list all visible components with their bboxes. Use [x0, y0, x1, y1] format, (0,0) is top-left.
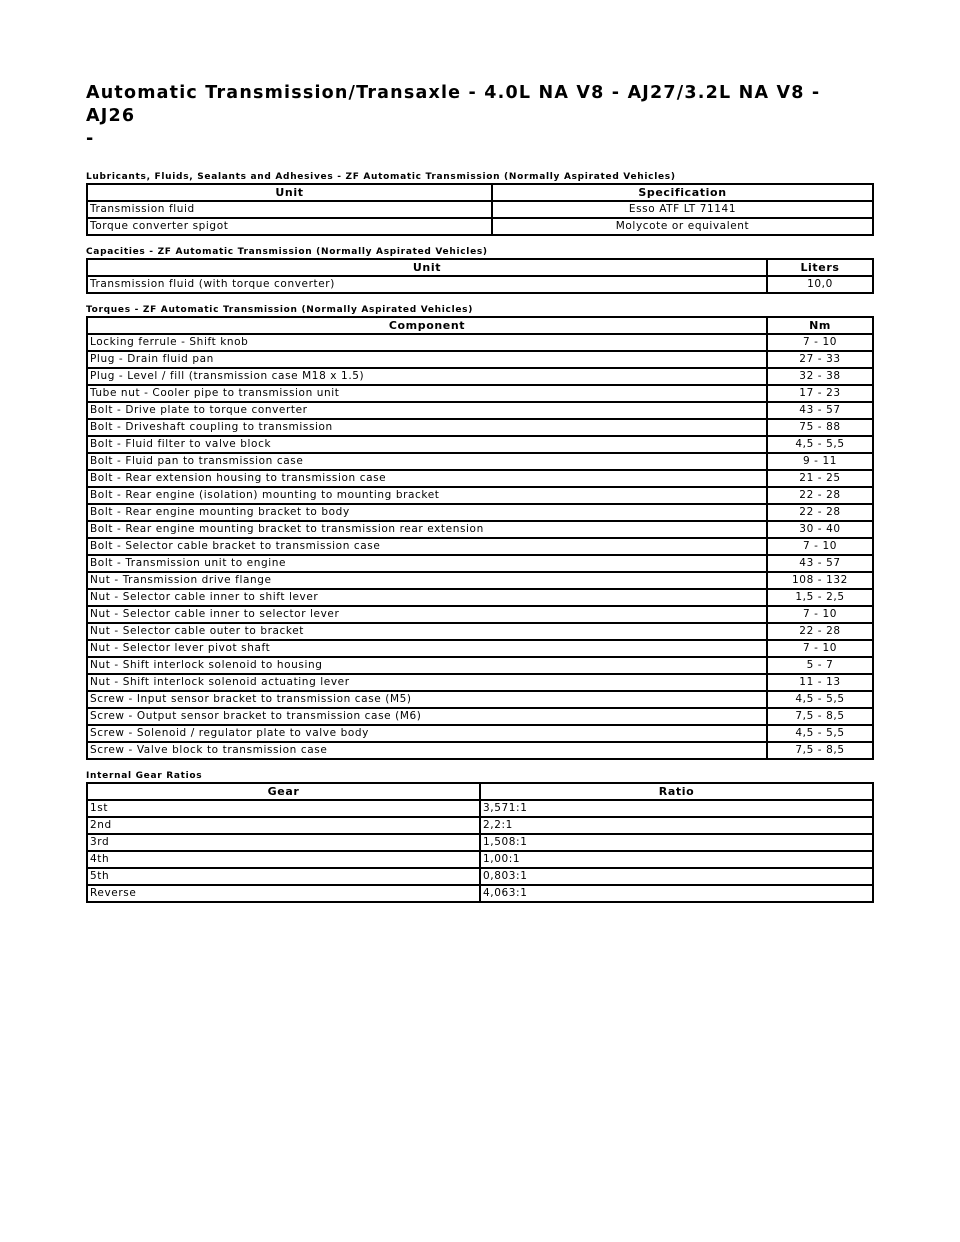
table-cell-label: Screw - Solenoid / regulator plate to valve body [87, 725, 767, 742]
table-row [87, 201, 873, 218]
table-row [87, 589, 873, 606]
table-row [87, 606, 873, 623]
column-header-gear: Gear [87, 783, 480, 800]
table-row [87, 834, 873, 851]
table-row [87, 572, 873, 589]
table-cell-label: Tube nut - Cooler pipe to transmission unit [87, 385, 767, 402]
table-cell-label: Nut - Selector cable inner to shift lever [87, 589, 767, 606]
table-cell-label: 1st [87, 800, 480, 817]
page-title-line2: - [86, 129, 95, 149]
table-row [87, 368, 873, 385]
table-cell-label: Plug - Level / fill (transmission case M18 x 1.5) [87, 368, 767, 385]
table-row [87, 640, 873, 657]
table-cell-label: Bolt - Driveshaft coupling to transmission [87, 419, 767, 436]
table-cell-label: Screw - Valve block to transmission case [87, 742, 767, 759]
table-cell-label: Locking ferrule - Shift knob [87, 334, 767, 351]
table-row [87, 708, 873, 725]
table-cell-value: 7 - 10 [767, 606, 873, 623]
table-row [87, 691, 873, 708]
table-cell-value: 22 - 28 [767, 623, 873, 640]
table-cell-label: Nut - Selector lever pivot shaft [87, 640, 767, 657]
table-cell-value: 7 - 10 [767, 538, 873, 555]
table-cell-value: 4,5 - 5,5 [767, 436, 873, 453]
capacities-table [86, 258, 874, 294]
table-row [87, 453, 873, 470]
table-row [87, 725, 873, 742]
table-cell-label: Transmission fluid [87, 201, 492, 218]
table-cell-value: 30 - 40 [767, 521, 873, 538]
table-cell-value: 3,571:1 [480, 800, 873, 817]
table-cell-value: 43 - 57 [767, 555, 873, 572]
table-cell-value: 22 - 28 [767, 487, 873, 504]
table-cell-label: Bolt - Rear engine (isolation) mounting to mounting bracket [87, 487, 767, 504]
table-row [87, 470, 873, 487]
table-row [87, 351, 873, 368]
table-cell-label: 5th [87, 868, 480, 885]
table-row [87, 276, 873, 293]
capacities-table-body [87, 276, 873, 293]
table-cell-label: Bolt - Drive plate to torque converter [87, 402, 767, 419]
table-cell-label: Reverse [87, 885, 480, 902]
table-row [87, 521, 873, 538]
table-cell-value: 75 - 88 [767, 419, 873, 436]
lubricants-table [86, 183, 874, 236]
table-row [87, 885, 873, 902]
table-cell-label: Torque converter spigot [87, 218, 492, 235]
table-cell-label: Nut - Selector cable outer to bracket [87, 623, 767, 640]
torques-table [86, 316, 874, 760]
torques-heading: Torques - ZF Automatic Transmission (Normally Aspirated Vehicles) [86, 305, 474, 315]
capacities-heading: Capacities - ZF Automatic Transmission (Normally Aspirated Vehicles) [86, 247, 488, 257]
table-cell-label: 2nd [87, 817, 480, 834]
table-cell-value: 2,2:1 [480, 817, 873, 834]
ratios-table [86, 782, 874, 903]
torques-table-body [87, 334, 873, 759]
table-cell-value: 17 - 23 [767, 385, 873, 402]
table-cell-value: 32 - 38 [767, 368, 873, 385]
table-row [87, 555, 873, 572]
table-cell-value: 22 - 28 [767, 504, 873, 521]
table-cell-label: Bolt - Rear extension housing to transmission case [87, 470, 767, 487]
table-row [87, 851, 873, 868]
table-cell-label: Screw - Output sensor bracket to transmission case (M6) [87, 708, 767, 725]
table-row [87, 436, 873, 453]
column-header-ratio: Ratio [480, 783, 873, 800]
column-header-specification: Specification [492, 184, 873, 201]
table-cell-value: Esso ATF LT 71141 [492, 201, 873, 218]
table-row [87, 817, 873, 834]
table-cell-value: 7 - 10 [767, 640, 873, 657]
table-row [87, 504, 873, 521]
table-cell-value: 10,0 [807, 278, 833, 290]
lubricants-heading: Lubricants, Fluids, Sealants and Adhesives - ZF Automatic Transmission (Normally Aspirated Vehicles) [86, 172, 676, 182]
table-cell-label: Bolt - Fluid filter to valve block [87, 436, 767, 453]
table-cell-value: 7 - 10 [767, 334, 873, 351]
table-cell-value: 1,508:1 [480, 834, 873, 851]
table-cell-value: 1,00:1 [480, 851, 873, 868]
table-cell-label: Nut - Transmission drive flange [87, 572, 767, 589]
column-header-unit: Unit [87, 259, 767, 276]
table-cell-value: 21 - 25 [767, 470, 873, 487]
lubricants-table-body [87, 201, 873, 235]
table-row [87, 868, 873, 885]
table-cell-value: 4,5 - 5,5 [767, 725, 873, 742]
table-cell-value: 1,5 - 2,5 [767, 589, 873, 606]
page-title [86, 82, 876, 151]
table-row [87, 334, 873, 351]
table-cell-label: Bolt - Rear engine mounting bracket to body [87, 504, 767, 521]
table-row [87, 674, 873, 691]
table-cell-label: Nut - Shift interlock solenoid actuating lever [87, 674, 767, 691]
table-cell-value: Molycote or equivalent [615, 220, 750, 232]
table-row [87, 402, 873, 419]
table-cell-label: 3rd [87, 834, 480, 851]
table-row [87, 385, 873, 402]
table-header-row [87, 259, 873, 276]
table-cell-label: Bolt - Rear engine mounting bracket to transmission rear extension [87, 521, 767, 538]
table-cell-label: Bolt - Selector cable bracket to transmission case [87, 538, 767, 555]
table-cell-label: Screw - Input sensor bracket to transmission case (M5) [87, 691, 767, 708]
table-cell-value: 7,5 - 8,5 [795, 744, 845, 756]
table-row [87, 800, 873, 817]
table-cell-value: 0,803:1 [480, 868, 873, 885]
column-header-liters: Liters [767, 259, 873, 276]
table-cell-value: 27 - 33 [767, 351, 873, 368]
table-row [87, 657, 873, 674]
document-page [86, 82, 876, 903]
table-row [87, 218, 873, 235]
table-cell-label: Bolt - Fluid pan to transmission case [87, 453, 767, 470]
table-cell-label: Plug - Drain fluid pan [87, 351, 767, 368]
table-row [87, 538, 873, 555]
table-cell-value: 4,063:1 [483, 887, 528, 899]
table-cell-value: 11 - 13 [767, 674, 873, 691]
table-cell-value: 7,5 - 8,5 [767, 708, 873, 725]
table-cell-label: 4th [87, 851, 480, 868]
table-row [87, 623, 873, 640]
table-header-row [87, 783, 873, 800]
ratios-table-body [87, 800, 873, 902]
column-header-nm: Nm [767, 317, 873, 334]
table-row [87, 487, 873, 504]
table-row [87, 419, 873, 436]
ratios-heading: Internal Gear Ratios [86, 771, 203, 781]
table-header-row [87, 317, 873, 334]
table-cell-value: 4,5 - 5,5 [767, 691, 873, 708]
page-title-line1: Automatic Transmission/Transaxle - 4.0L NA V8 - AJ27/3.2L NA V8 - AJ26 [86, 83, 821, 126]
table-cell-value: 108 - 132 [767, 572, 873, 589]
table-row [87, 742, 873, 759]
column-header-unit: Unit [87, 184, 492, 201]
table-cell-label: Nut - Selector cable inner to selector lever [87, 606, 767, 623]
column-header-component: Component [87, 317, 767, 334]
table-cell-label: Bolt - Transmission unit to engine [87, 555, 767, 572]
table-cell-value: 5 - 7 [767, 657, 873, 674]
table-header-row [87, 184, 873, 201]
table-cell-value: 9 - 11 [767, 453, 873, 470]
table-cell-value: 43 - 57 [767, 402, 873, 419]
table-cell-label: Nut - Shift interlock solenoid to housing [87, 657, 767, 674]
table-cell-label: Transmission fluid (with torque converter) [87, 276, 767, 293]
